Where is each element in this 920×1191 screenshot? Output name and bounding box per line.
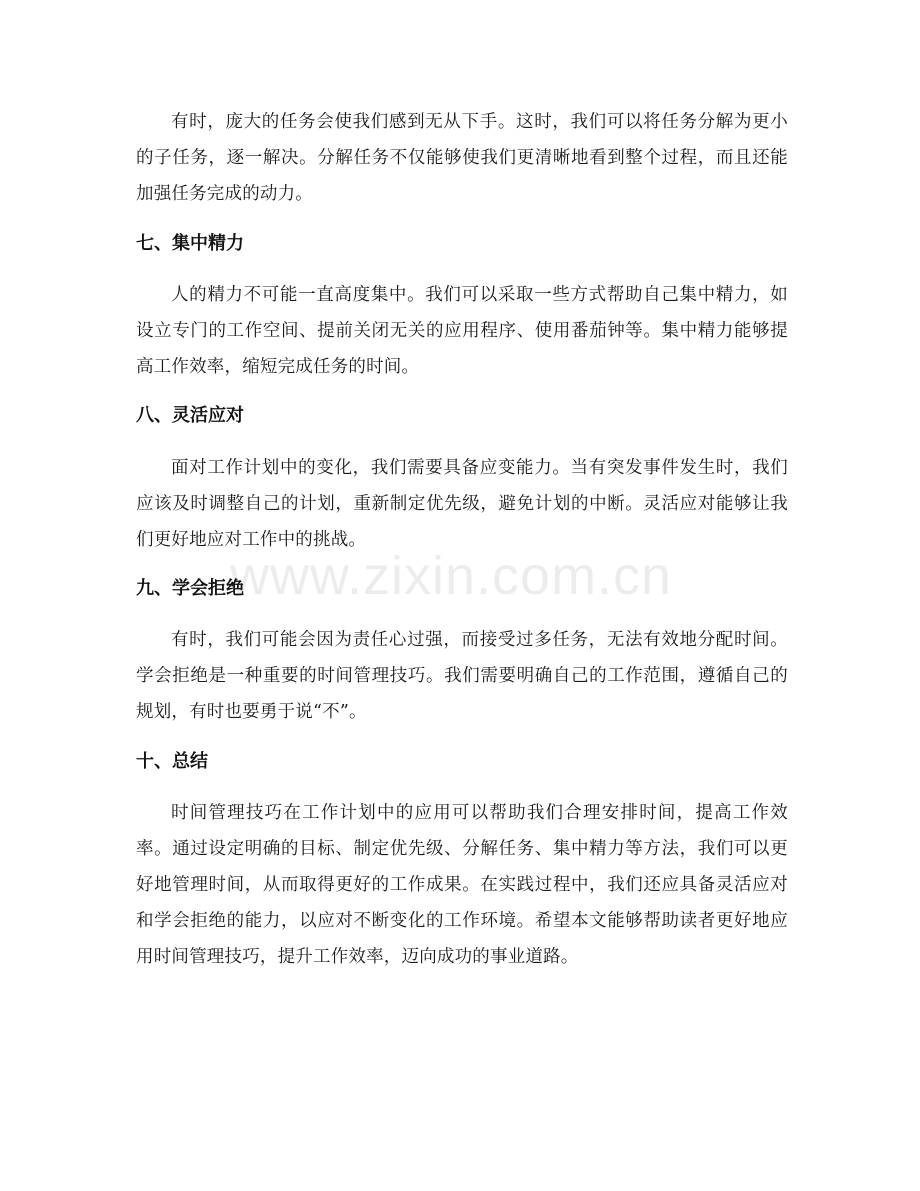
- watermark-text: www.zixin.com.cn: [230, 546, 673, 606]
- paragraph-flexible: 面对工作计划中的变化，我们需要具备应变能力。当有突发事件发生时，我们应该及时调整自己的计划，重新制定优先级，避免计划的中断。灵活应对能够让我们更好地应对工作中的挑战。: [136, 458, 788, 550]
- heading-eight-flexible: 八、灵活应对: [136, 405, 244, 426]
- paragraph-decompose-tasks: 有时，庞大的任务会使我们感到无从下手。这时，我们可以将任务分解为更小的子任务，逐一解决。分解任务不仅能够使我们更清晰地看到整个过程，而且还能加强任务完成的动力。: [136, 112, 788, 204]
- heading-ten-summary: 十、总结: [136, 751, 208, 772]
- heading-seven-focus: 七、集中精力: [136, 233, 244, 254]
- paragraph-focus: 人的精力不可能一直高度集中。我们可以采取一些方式帮助自己集中精力，如设立专门的工作空间、提前关闭无关的应用程序、使用番茄钟等。集中精力能够提高工作效率，缩短完成任务的时间。: [136, 285, 788, 377]
- paragraph-refuse: 有时，我们可能会因为责任心过强，而接受过多任务，无法有效地分配时间。学会拒绝是一种重要的时间管理技巧。我们需要明确自己的工作范围，遵循自己的规划，有时也要勇于说“不”。: [136, 630, 788, 722]
- heading-nine-refuse: 九、学会拒绝: [136, 578, 244, 599]
- paragraph-summary: 时间管理技巧在工作计划中的应用可以帮助我们合理安排时间，提高工作效率。通过设定明确的目标、制定优先级、分解任务、集中精力等方法，我们可以更好地管理时间，从而取得更好的工作成果。在实践过程中，我们还应具备灵活应对和学会拒绝的能力，以应对不断变化的工作环境。希望本文能够帮助读者更好地应用时间管理技巧，提升工作效率，迈向成功的事业道路。: [136, 803, 788, 967]
